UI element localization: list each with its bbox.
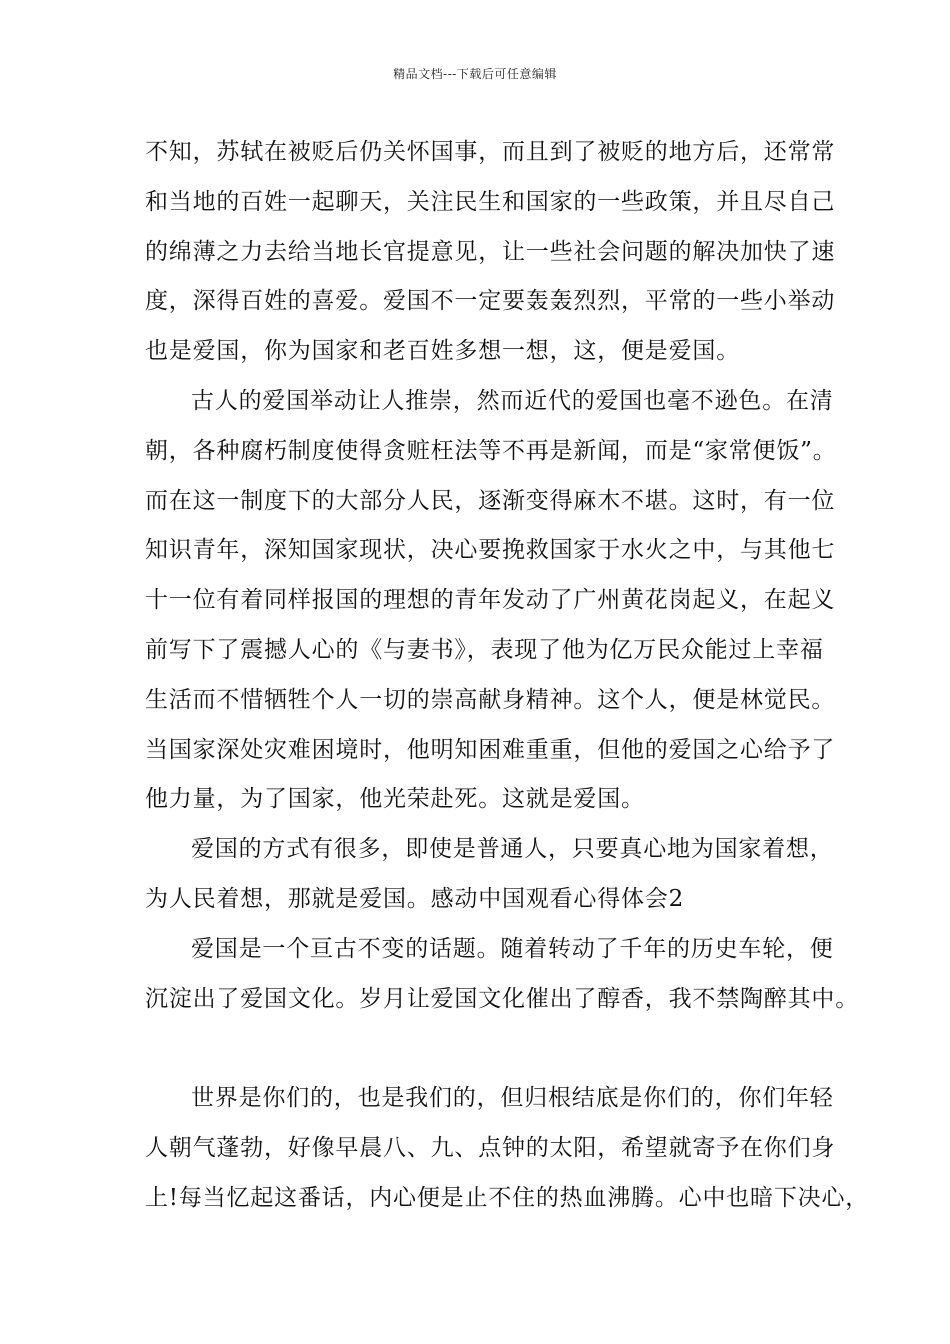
text-line: 而在这一制度下的大部分人民，逐渐变得麻木不堪。这时，有一位 [145, 487, 836, 514]
text-line: 沉淀出了爱国文化。岁月让爱国文化催出了醇香，我不禁陶醉其中。 [145, 985, 859, 1012]
paragraph-start-line: 爱国的方式有很多，即使是普通人，只要真心地为国家着想， [191, 836, 834, 863]
text-line: 当国家深处灾难困境时，他明知困难重重，但他的爱国之心给予了 [145, 736, 836, 763]
text-line: 不知，苏轼在被贬后仍关怀国事，而且到了被贬的地方后，还常常 [145, 139, 836, 165]
text-line: 朝，各种腐朽制度使得贪赃枉法等不再是新闻，而是“家常便饭”。 [145, 437, 837, 464]
text-line: 和当地的百姓一起聊天，关注民生和国家的一些政策，并且尽自己 [145, 188, 836, 215]
text-line: 生活而不惜牺牲个人一切的崇高献身精神。这个人，便是林觉民。 [145, 686, 836, 713]
text-line: 知识青年，深知国家现状，决心要挽救国家于水火之中，与其他七 [145, 537, 836, 564]
page-header: 精品文档---下载后可任意编辑 [393, 67, 557, 81]
text-line: 十一位有着同样报国的理想的青年发动了广州黄花岗起义，在起义 [145, 587, 836, 614]
paragraph-start-line: 爱国是一个亘古不变的话题。随着转动了千年的历史车轮，便 [191, 935, 834, 962]
text-line: 他力量，为了国家，他光荣赴死。这就是爱国。 [145, 786, 645, 813]
text-line: 人朝气蓬勃，好像早晨八、九、点钟的太阳，希望就寄予在你们身 [145, 1134, 836, 1161]
text-line: 的绵薄之力去给当地长官提意见，让一些社会问题的解决加快了速 [145, 238, 836, 265]
paragraph-start-line: 古人的爱国举动让人推崇，然而近代的爱国也毫不逊色。在清 [191, 387, 834, 414]
text-line: 前写下了震撼人心的《与妻书》，表现了他为亿万民众能过上幸福 [145, 636, 824, 663]
blank-line [145, 1024, 825, 1074]
text-line: 度，深得百姓的喜爱。爱国不一定要轰轰烈烈，平常的一些小举动 [145, 288, 836, 315]
paragraph-start-line: 世界是你们的，也是我们的，但归根结底是你们的，你们年轻 [191, 1085, 834, 1112]
text-line: 为人民着想，那就是爱国。感动中国观看心得体会2 [145, 885, 685, 912]
text-line: 也是爱国，你为国家和老百姓多想一想，这，便是爱国。 [145, 338, 740, 365]
text-line: 上!每当忆起这番话，内心便是止不住的热血沸腾。心中也暗下决心， [145, 1184, 870, 1211]
document-body [145, 128, 870, 1224]
